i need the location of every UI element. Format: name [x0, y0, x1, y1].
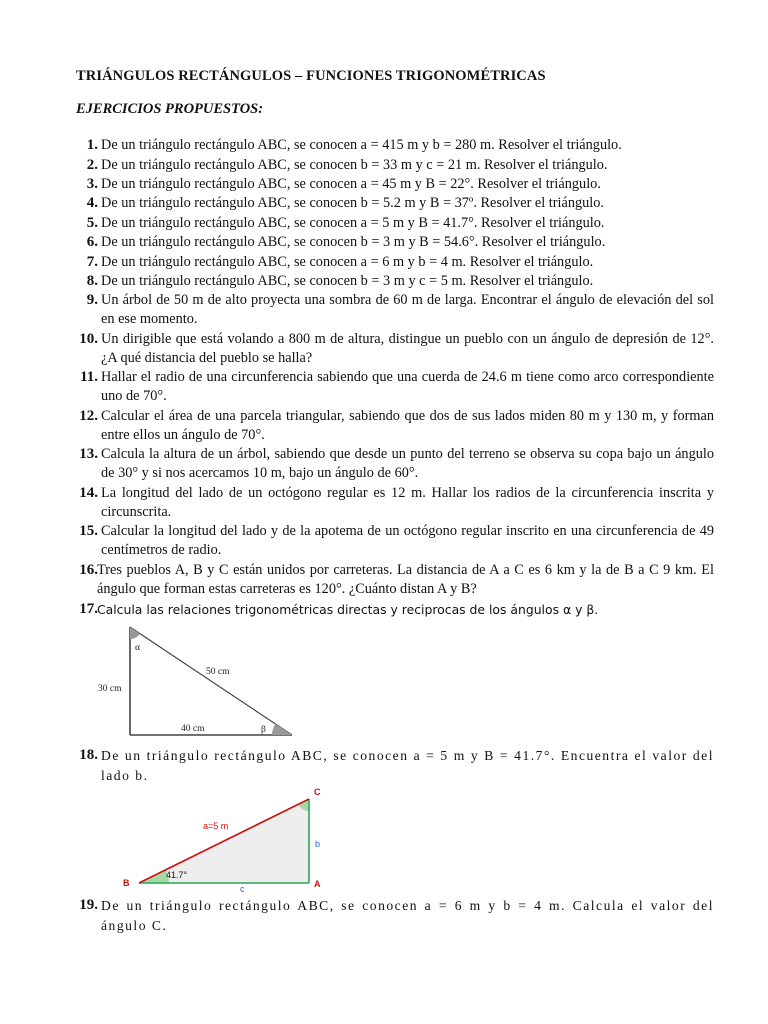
- exercise-number: 15.: [79, 523, 98, 539]
- exercise-item: [68, 330, 714, 368]
- exercise-text: Hallar el radio de una circunferencia sabiendo que una cuerda de 24.6 m tiene como arco correspondiente uno de 70°.: [101, 369, 714, 405]
- exercise-number: 8.: [86, 273, 98, 289]
- exercise-number: 14.: [79, 484, 98, 501]
- exercise-text: Calcula la altura de un árbol, sabiendo que desde un punto del terreno se observa su copa bajo un ángulo de 30° y si nos acercamos 10 m, bajo un ángulo de 60°.: [101, 446, 714, 482]
- triangle-figure-1: [95, 622, 315, 742]
- vertical-leg-label: 30 cm: [98, 684, 122, 694]
- alpha-angle-marker: [130, 627, 140, 639]
- exercise-item: [68, 156, 714, 175]
- exercise-text: Calcula las relaciones trigonométricas directas y reciprocas de los ángulos α y β.: [97, 602, 599, 617]
- document-title: TRIÁNGULOS RECTÁNGULOS – FUNCIONES TRIGONOMÉTRICAS: [76, 68, 546, 84]
- exercise-item: [68, 194, 714, 213]
- exercise-item: [68, 253, 714, 272]
- exercise-item: [68, 136, 714, 155]
- vertex-b-label: B: [123, 878, 130, 888]
- hypotenuse: [130, 627, 292, 735]
- exercise-item: [68, 214, 714, 233]
- exercise-item: [68, 272, 714, 291]
- exercise-text: Un árbol de 50 m de alto proyecta una sombra de 60 m de larga. Encontrar el ángulo de elevación del sol en ese momento.: [101, 292, 714, 328]
- beta-label: β: [261, 725, 266, 735]
- exercise-text: Tres pueblos A, B y C están unidos por carreteras. La distancia de A a C es 6 km y la de B a C 9 km. El ángulo que forman estas carreteras es 120°. ¿Cuánto distan A y B?: [97, 561, 714, 597]
- exercise-text: De un triángulo rectángulo ABC, se conocen b = 3 m y c = 5 m. Resolver el triángulo.: [101, 273, 594, 289]
- alpha-label: α: [135, 643, 140, 653]
- exercise-text: La longitud del lado de un octógono regular es 12 m. Hallar los radios de la circunferencia inscrita y circunscrita.: [101, 484, 714, 520]
- angle-label: 41.7°: [166, 870, 188, 880]
- exercise-item: [68, 522, 714, 560]
- exercise-item: [68, 175, 714, 194]
- exercise-number: 3.: [86, 176, 98, 192]
- exercise-number: 9.: [86, 292, 98, 308]
- exercise-number: 4.: [86, 195, 98, 211]
- exercise-item: [68, 746, 714, 785]
- exercise-number: 17.: [79, 601, 98, 617]
- exercise-item: [68, 291, 714, 329]
- exercise-number: 5.: [86, 214, 98, 231]
- exercise-item: [68, 407, 714, 445]
- exercise-text: Un dirigible que está volando a 800 m de altura, distingue un pueblo con un ángulo de depresión de 12°. ¿A qué distancia del pueblo se halla?: [101, 330, 714, 366]
- exercise-text: De un triángulo rectángulo ABC, se conocen a = 45 m y B = 22°. Resolver el triángulo.: [101, 176, 601, 192]
- exercise-text: De un triángulo rectángulo ABC, se conocen a = 6 m y b = 4 m. Resolver el triángulo.: [101, 253, 594, 270]
- exercise-number: 11.: [80, 369, 98, 385]
- exercise-number: 2.: [86, 156, 98, 173]
- exercise-number: 12.: [79, 407, 98, 424]
- exercise-item: [68, 561, 714, 599]
- exercise-text: De un triángulo rectángulo ABC, se conocen b = 33 m y c = 21 m. Resolver el triángulo.: [101, 156, 608, 173]
- exercise-number: 6.: [86, 234, 98, 250]
- exercise-item: [68, 368, 714, 406]
- exercise-number: 18.: [79, 747, 98, 763]
- exercise-text: Calcular la longitud del lado y de la apotema de un octógono regular inscrito en una circunferencia de 49 centímetros de radio.: [101, 523, 714, 559]
- hypotenuse-label: a=5 m: [203, 821, 229, 831]
- exercise-text: De un triángulo rectángulo ABC, se conocen a = 6 m y b = 4 m. Calcula el valor del ángulo C.: [101, 898, 714, 933]
- exercise-number: 13.: [79, 446, 98, 462]
- hypotenuse-label: 50 cm: [206, 667, 230, 677]
- section-subtitle: EJERCICIOS PROPUESTOS:: [76, 101, 264, 117]
- base-leg-label: 40 cm: [181, 724, 205, 734]
- exercise-number: 16.: [79, 561, 98, 578]
- exercise-number: 1.: [86, 137, 98, 153]
- exercise-text: De un triángulo rectángulo ABC, se conocen b = 3 m y B = 54.6°. Resolver el triángulo.: [101, 234, 606, 250]
- side-b-label: b: [315, 839, 321, 849]
- exercise-text: De un triángulo rectángulo ABC, se conocen a = 5 m y B = 41.7°. Encuentra el valor del lado b.: [101, 748, 714, 783]
- exercise-text: De un triángulo rectángulo ABC, se conocen a = 415 m y b = 280 m. Resolver el triángulo.: [101, 137, 622, 153]
- vertex-c-label: C: [314, 787, 321, 797]
- exercise-number: 19.: [79, 897, 98, 913]
- beta-angle-marker: [272, 724, 292, 735]
- exercise-item: [68, 233, 714, 252]
- exercise-item: [68, 484, 714, 522]
- exercise-item: [68, 896, 714, 935]
- triangle-figure-2: [115, 782, 335, 892]
- exercise-text: De un triángulo rectángulo ABC, se conocen b = 5.2 m y B = 37º. Resolver el triángulo.: [101, 195, 604, 211]
- exercise-text: De un triángulo rectángulo ABC, se conocen a = 5 m y B = 41.7°. Resolver el triángulo.: [101, 214, 605, 231]
- exercise-number: 10.: [79, 330, 98, 347]
- vertex-a-label: A: [314, 879, 321, 889]
- exercise-text: Calcular el área de una parcela triangular, sabiendo que dos de sus lados miden 80 m y 130 m, y forman entre ellos un ángulo de 70°.: [101, 407, 714, 443]
- exercise-item: [68, 600, 714, 619]
- exercise-number: 7.: [86, 253, 98, 270]
- exercise-item: [68, 445, 714, 483]
- side-c-label: c: [240, 884, 245, 894]
